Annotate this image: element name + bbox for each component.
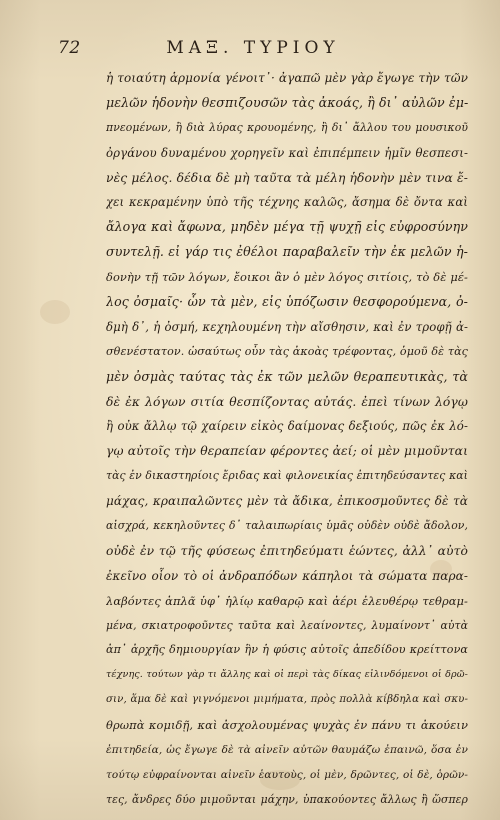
text-line: ἄλογα καὶ ἄφωνα, μηδὲν μέγα τῇ ψυχῇ εἰς εὐφροσύνην (106, 219, 468, 235)
page-header (58, 38, 458, 64)
text-line: αἰσχρά, κεκηλοῦντες δ᾽ ταλαιπωρίαις ὑμᾶς οὐδὲν οὐδὲ ἄδολον, (106, 519, 468, 533)
text-line: μένα, σκιατροφοῦντες ταῦτα καὶ λεαίνοντες, λυμαίνοντ᾽ αὐτὰ (106, 618, 468, 632)
text-line: τέχνης. τούτων γὰρ τι ἄλλης καὶ οἱ περὶ τὰς δίκας εἰλινδόμενοι οἱ δρῶ- (106, 669, 468, 681)
text-line: λαβόντες ἁπλᾶ ὑφ᾽ ἡλίῳ καθαρῷ καὶ ἀέρι ἐλευθέρῳ τεθραμ- (106, 593, 468, 608)
text-line: δμὴ δ᾽, ἡ ὀσμή, κεχηλουμένη τὴν αἴσθησιν, καὶ ἐν τροφῇ ἀ- (106, 319, 468, 334)
main-text (106, 66, 468, 813)
text-line: τες, ἄνδρες δύο μιμοῦνται μάχην, ὑπακούοντες ἄλλως ἢ ὥσπερ (106, 792, 468, 806)
text-line: ἐκεῖνο οἷον τὸ οἱ ἀνδραπόδων κάπηλοι τὰ σώματα παρα- (106, 568, 468, 583)
text-line: οὐδὲ ἐν τῷ τῆς φύσεως ἐπιτηδεύματι ἑώντες, ἀλλ᾽ αὐτὸ (106, 543, 468, 558)
text-line: τούτῳ εὐφραίνονται αἰνεῖν ἑαυτοὺς, οἱ μὲν, δρῶντες, οἱ δὲ, ὁρῶν- (106, 768, 468, 781)
text-line: σιν, ἅμα δὲ καὶ γιγνόμενοι μιμήματα, πρὸς πολλὰ κίβδηλα καὶ σκυ- (106, 694, 468, 706)
text-line: ἢ οὐκ ἄλλῳ τῷ χαίρειν εἰκὸς δαίμονας δεξιούς, πῶς ἐκ λό- (106, 419, 468, 434)
text-line: δὲ ἐκ λόγων σιτία θεσπίζοντας αὐτάς. ἐπεὶ τίνων λόγῳ (106, 394, 468, 409)
text-line: πνεομένων, ἢ διὰ λύρας κρουομένης, ἢ δι᾽ ἄλλου του μουσικοῦ (106, 120, 468, 134)
page-number: 72 (58, 38, 81, 58)
text-line: μὲν ὀσμὰς ταύτας τὰς ἐκ τῶν μελῶν θεραπευτικὰς, τὰ (106, 368, 468, 384)
text-line: ὀργάνου δυναμένου χορηγεῖν καὶ ἐπιπέμπειν ἡμῖν θεσπεσι- (106, 145, 468, 160)
text-line: δονὴν τῇ τῶν λόγων, ἔοικοι ἂν ὁ μὲν λόγος σιτίοις, τὸ δὲ μέ- (106, 270, 468, 285)
text-line: ἡ τοιαύτη ἁρμονία γένοιτ᾽· ἀγαπῶ μὲν γὰρ ἔγωγε τὴν τῶν (106, 71, 468, 85)
text-line: θρωπὰ κομιδῇ, καὶ ἀσχολουμένας ψυχὰς ἐν πάνυ τι ἀκούειν (106, 718, 468, 733)
text-line: γῳ αὐτοῖς τὴν θεραπείαν φέροντες ἀεί; οἱ μὲν μιμοῦνται (106, 444, 468, 459)
text-line: μελῶν ἡδονὴν θεσπιζουσῶν τὰς ἀκοάς, ἢ δι᾽ αὐλῶν ἐμ- (106, 94, 468, 110)
text-line: τὰς ἐν δικαστηρίοις ἔριδας καὶ φιλονεικίας ἐπιτηδεύσαντες καὶ (106, 469, 468, 483)
text-line: ἀπ᾽ ἀρχῆς δημιουργίαν ἣν ἡ φύσις αὐτοῖς ἀπεδίδου κρείττονα (106, 643, 468, 657)
text-line: σθενέστατον. ὡσαύτως οὖν τὰς ἀκοὰς τρέφοντας, ὁμοῦ δὲ τὰς (106, 344, 468, 358)
text-line: νὲς μέλος. δέδια δὲ μὴ ταῦτα τὰ μέλη ἡδονὴν μὲν τινα ἔ- (106, 170, 468, 185)
text-line: χει κεκραμένην ὑπὸ τῆς τέχνης καλῶς, ἄσημα δὲ ὄντα καὶ (106, 195, 468, 210)
text-line: ἐπιτηδεία, ὡς ἔγωγε δὲ τὰ αἰνεῖν αὐτῶν θαυμάζω ἐπαινῶ, ὅσα ἐν (106, 744, 468, 757)
running-head: ΜΑΞ. ΤΥΡΙΟΥ (166, 38, 340, 58)
text-line: μάχας, κραιπαλῶντες μὲν τὰ ἄδικα, ἐπικοσμοῦντες δὲ τὰ (106, 494, 468, 509)
text-line: λος ὀσμαῖς· ὧν τὰ μὲν, εἰς ὑπόζωσιν θεσφορούμενα, ὀ- (106, 294, 468, 310)
text-line: συντελῇ. εἰ γάρ τις ἐθέλοι παραβαλεῖν τὴν ἐκ μελῶν ἡ- (106, 244, 468, 260)
foxing-spot (40, 300, 70, 324)
